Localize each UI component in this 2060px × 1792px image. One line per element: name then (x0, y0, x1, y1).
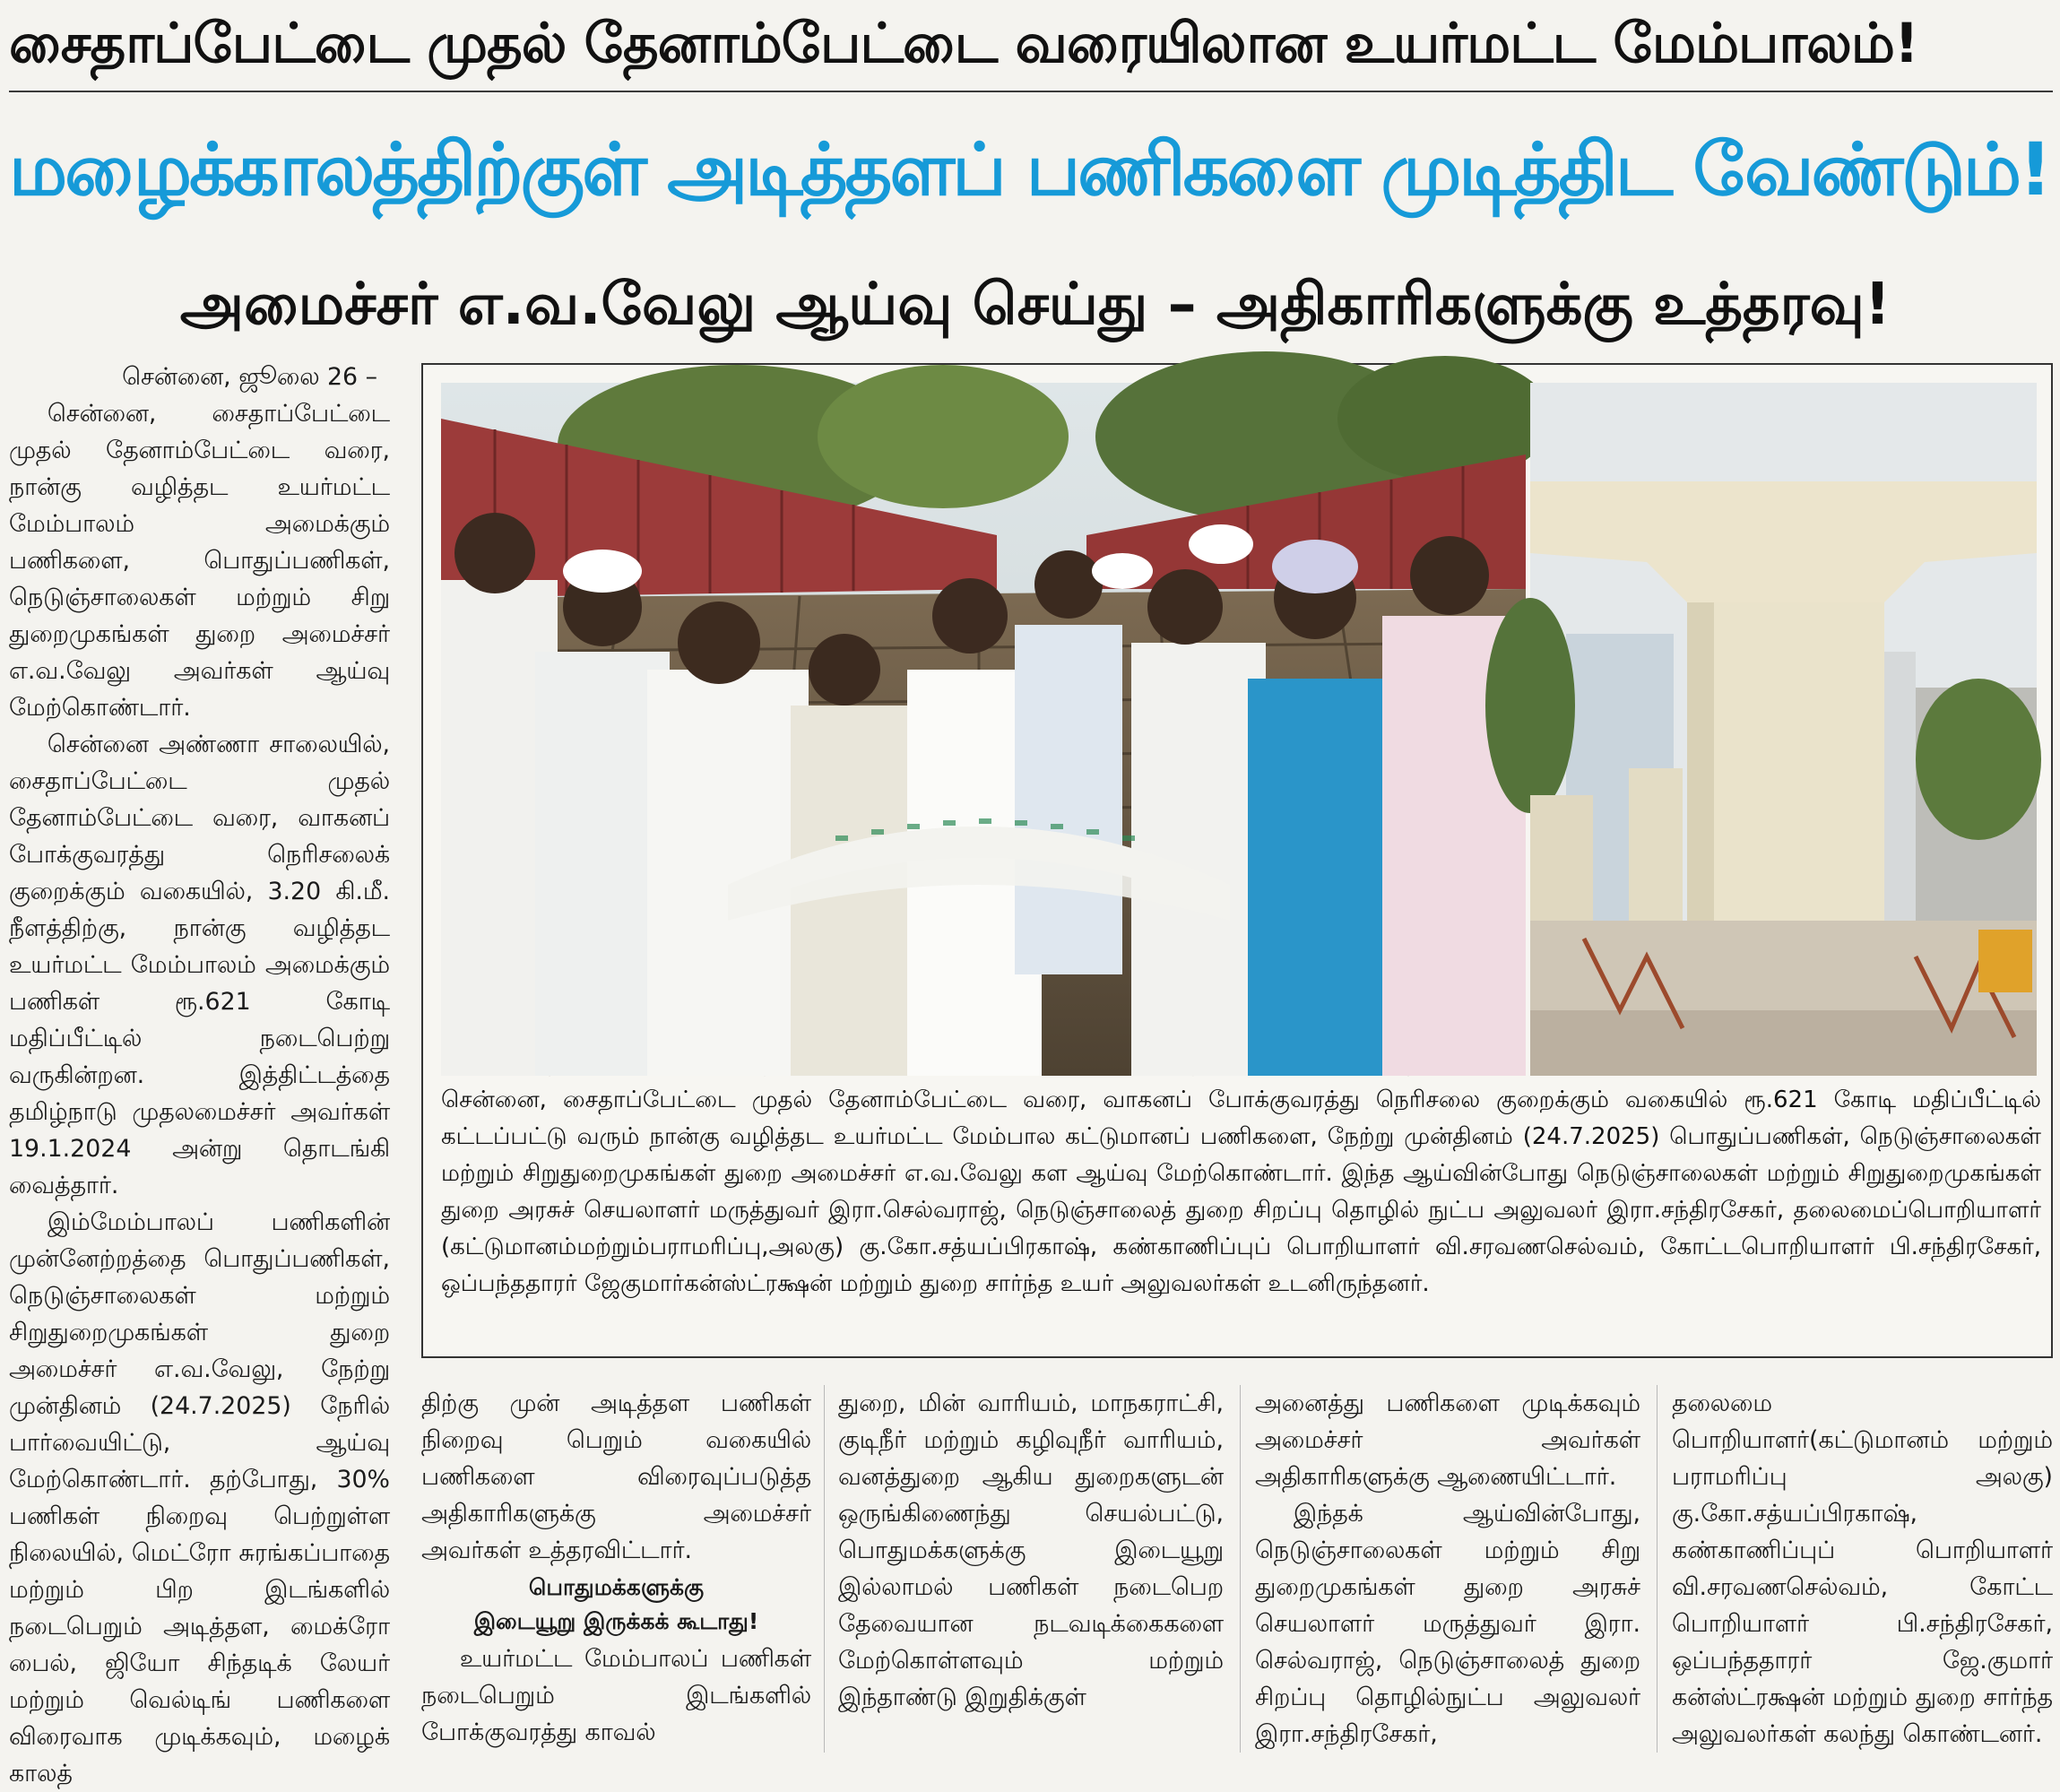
article-paragraph: இந்தக் ஆய்வின்போது, நெடுஞ்சாலைகள் மற்றும் சிறு துறைமுகங்கள் துறை அரசுச் செயலாளர் மருத்துவர் இரா. செல்வராஜ், நெடுஞ்சாலைத் துறை சிறப்பு தொழில்நுட்ப அலுவலர் இரா.சந்திரசேகர், (1255, 1500, 1640, 1748)
section-subtitle (421, 1569, 811, 1641)
dateline: சென்னை, ஜூலை 26 – (122, 363, 377, 391)
flyover-pillar-photo (1530, 383, 2037, 1076)
article-paragraph: தலைமை பொறியாளர்(கட்டுமானம் மற்றும் பராமரிப்பு அலகு) கு.கோ.சத்யப்பிரகாஷ், கண்காணிப்புப் பொறியாளர் வி.சரவணசெல்வம், கோட்ட பொறியாளர் பி.சந்திரசேகர், ஒப்பந்ததாரர் ஜே.குமார் கன்ஸ்ட்ரக்ஷன் மற்றும் துறை சார்ந்த அலுவலர்கள் கலந்து கொண்டனர். (1672, 1389, 2053, 1748)
main-headline: மழைக்காலத்திற்குள் அடித்தளப் பணிகளை முடித்திட வேண்டும்! (9, 128, 2050, 212)
column-divider (824, 1385, 825, 1753)
article-paragraph: சென்னை, சைதாப்பேட்டை முதல் தேனாம்பேட்டை வரை, நான்கு வழித்தட உயர்மட்ட மேம்பாலம் அமைக்கும் பணிகளை, பொதுப்பணிகள், நெடுஞ்சாலைகள் மற்றும் சிறு துறைமுகங்கள் துறை அமைச்சர் எ.வ.வேலு அவர்கள் ஆய்வு மேற்கொண்டார். (9, 400, 390, 722)
kicker-divider (9, 91, 2053, 92)
section-subtitle-line: பொதுமக்களுக்கு (528, 1574, 705, 1600)
photo-caption: சென்னை, சைதாப்பேட்டை முதல் தேனாம்பேட்டை வரை, வாகனப் போக்குவரத்து நெரிசலை குறைக்கும் வகையில் ரூ.621 கோடி மதிப்பீட்டில் கட்டப்பட்டு வரும் நான்கு வழித்தட உயர்மட்ட மேம்பால கட்டுமானப் பணிகளை, நேற்று முன்தினம் (24.7.2025) பொதுப்பணிகள், நெடுஞ்சாலைகள் மற்றும் சிறுதுறைமுகங்கள் துறை அமைச்சர் எ.வ.வேலு கள ஆய்வு மேற்கொண்டார். இந்த ஆய்வின்போது நெடுஞ்சாலைகள் மற்றும் சிறுதுறைமுகங்கள் துறை அரசுச் செயலாளர் மருத்துவர் இரா.செல்வராஜ், நெடுஞ்சாலைத் துறை சிறப்பு தொழில் நுட்ப அலுவலர் இரா.சந்திரசேகர், தலைமைப்பொறியாளர் (கட்டுமானம்மற்றும்பராமரிப்பு,அலகு) கு.கோ.சத்யப்பிரகாஷ், கண்காணிப்புப் பொறியாளர் வி.சரவணசெல்வம், கோட்டபொறியாளர் பி.சந்திரசேகர், ஒப்பந்ததாரர் ஜேகுமார்கன்ஸ்ட்ரக்ஷன் மற்றும் துறை சார்ந்த உயர் அலுவலர்கள் உடனிருந்தனர். (441, 1086, 2041, 1297)
article-column-2 (421, 1385, 811, 1753)
article-paragraph: திற்கு முன் அடித்தள பணிகள் நிறைவு பெறும் வகையில் பணிகளை விரைவுப்படுத்த அதிகாரிகளுக்கு அமைச்சர் அவர்கள் உத்தரவிட்டார். (421, 1389, 811, 1564)
sub-headline: அமைச்சர் எ.வ.வேலு ஆய்வு செய்து – அதிகாரிகளுக்கு உத்தரவு! (179, 272, 1891, 338)
article-column-1 (9, 359, 390, 1788)
article-paragraph: சென்னை அண்ணா சாலையில், சைதாப்பேட்டை முதல் தேனாம்பேட்டை வரை, வாகனப் போக்குவரத்து நெரிசலைக் குறைக்கும் வகையில், 3.20 கி.மீ. நீளத்திற்கு, நான்கு வழித்தட உயர்மட்ட மேம்பாலம் அமைக்கும் பணிகள் ரூ.621 கோடி மதிப்பீட்டில் நடைபெற்று வருகின்றன. இத்திட்டத்தை தமிழ்நாடு முதலமைச்சர் அவர்கள் 19.1.2024 அன்று தொடங்கி வைத்தார். (9, 731, 390, 1199)
column-divider (1657, 1385, 1658, 1753)
inspection-photo (441, 383, 1526, 1076)
article-column-4 (1255, 1385, 1640, 1753)
article-paragraph: இம்மேம்பாலப் பணிகளின் முன்னேற்றத்தை பொதுப்பணிகள், நெடுஞ்சாலைகள் மற்றும் சிறுதுறைமுகங்கள் துறை அமைச்சர் எ.வ.வேலு, நேற்று முன்தினம் (24.7.2025) நேரில் பார்வையிட்டு, ஆய்வு மேற்கொண்டார். தற்போது, 30% பணிகள் நிறைவு பெற்றுள்ள நிலையில், மெட்ரோ சுரங்கப்பாதை மற்றும் பிற இடங்களில் நடைபெறும் அடித்தள, மைக்ரோ பைல், ஜியோ சிந்தடிக் லேயர் மற்றும் வெல்டிங் பணிகளை விரைவாக முடிக்கவும், மழைக் காலத் (9, 1208, 390, 1788)
article-column-5 (1672, 1385, 2053, 1753)
article-paragraph: துறை, மின் வாரியம், மாநகராட்சி, குடிநீர் மற்றும் கழிவுநீர் வாரியம், வனத்துறை ஆகிய துறைகளுடன் ஒருங்கிணைந்து செயல்பட்டு, பொதுமக்களுக்கு இடையூறு இல்லாமல் பணிகள் நடைபெற தேவையான நடவடிக்கைகளை மேற்கொள்ளவும் மற்றும் இந்தாண்டு இறுதிக்குள் (838, 1389, 1224, 1711)
article-column-3 (838, 1385, 1224, 1753)
article-paragraph: உயர்மட்ட மேம்பாலப் பணிகள் நடைபெறும் இடங்களில் போக்குவரத்து காவல் (421, 1645, 811, 1746)
kicker-headline: சைதாப்பேட்டை முதல் தேனாம்பேட்டை வரையிலான உயர்மட்ட மேம்பாலம்! (9, 12, 1918, 75)
section-subtitle-line: இடையூறு இருக்கக் கூடாது! (473, 1608, 759, 1634)
column-divider (1240, 1385, 1241, 1753)
article-paragraph: அனைத்து பணிகளை முடிக்கவும் அமைச்சர் அவர்கள் அதிகாரிகளுக்கு ஆணையிட்டார். (1255, 1389, 1640, 1491)
